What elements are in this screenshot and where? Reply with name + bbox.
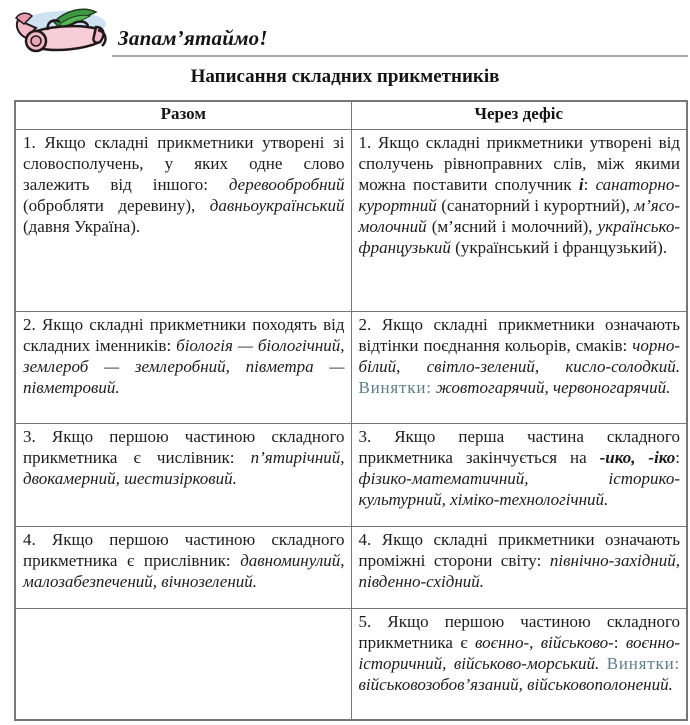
page-title: Написання складних прикметників xyxy=(190,66,500,87)
text-segment: деревообробний xyxy=(228,175,345,194)
column-header-together: Разом xyxy=(15,101,351,130)
rule-cell-hyphen-2 xyxy=(351,312,687,424)
memo-heading: Запам’ятаймо! xyxy=(118,26,268,50)
rule-cell-hyphen-4 xyxy=(351,527,687,609)
text-segment: українсько-французький xyxy=(358,217,680,257)
text-segment: воєнно-, військово- xyxy=(475,633,614,652)
text-segment: 3. Якщо першою частиною складного прикметника є числівник: xyxy=(23,427,345,467)
rule-cell-together-3 xyxy=(15,424,351,527)
text-segment: північно-західний, південно-східний. xyxy=(358,551,680,591)
text-segment: (давня Україна). xyxy=(23,217,141,236)
text-segment: давньоукраїнський xyxy=(209,196,345,215)
text-segment: 2. Якщо складні прикметники означають відтінки поєднання кольорів, смаків: xyxy=(358,315,680,355)
text-segment: -ико, -іко xyxy=(599,448,676,467)
text-segment: (санаторний і курортний), xyxy=(436,196,635,215)
text-segment: 4. Якщо складні прикметники означають проміжні сторони світу: xyxy=(358,530,680,570)
text-segment: (обробляти деревину), xyxy=(23,196,210,215)
table-row xyxy=(15,609,687,721)
text-segment: військовозобов’язаний, військовополонений. xyxy=(358,675,673,694)
text-segment: санаторно-курортний xyxy=(358,175,680,215)
text-segment: і xyxy=(578,175,584,194)
text-segment: фізико-математичний, історико-культурний, хіміко-технологічний. xyxy=(358,469,680,509)
table-row xyxy=(15,527,687,609)
text-segment: 3. Якщо перша частина складного прикметника закінчується на xyxy=(358,427,680,467)
text-segment: 1. Якщо складні прикметники утворені зі словосполучень, у яких одне слово залежить від іншого: xyxy=(23,133,345,194)
rule-cell-together-4 xyxy=(15,527,351,609)
text-segment: біологія — біологічний, землероб — землеробний, півметра — півметровий. xyxy=(23,336,345,397)
rule-cell-hyphen-5 xyxy=(351,609,687,721)
scroll-with-flowers-icon xyxy=(10,2,112,64)
rule-cell-together-1 xyxy=(15,130,351,312)
table-row xyxy=(15,424,687,527)
text-segment: 1. Якщо складні прикметники утворені від сполучень рівноправних слів, між якими можна поставити сполучник xyxy=(358,133,680,194)
text-segment: чорно-білий, світло-зелений, кисло-солодкий. xyxy=(358,336,680,376)
text-segment: 4. Якщо першою частиною складного прикметника є прислівник: xyxy=(23,530,345,570)
table-row xyxy=(15,312,687,424)
text-segment: (м’ясний і молочний), xyxy=(426,217,598,236)
text-segment: воєнно-історичний, військово-морський. xyxy=(358,633,680,673)
text-segment: : xyxy=(613,633,626,652)
text-segment: п’ятирічний, двокамерний, шестизірковий. xyxy=(23,448,345,488)
text-segment xyxy=(599,654,607,673)
text-segment: : xyxy=(583,175,596,194)
text-segment: : xyxy=(675,448,681,467)
text-segment: 2. Якщо складні прикметники походять від складних іменників: xyxy=(23,315,345,355)
text-segment: (український і французький). xyxy=(450,238,668,257)
rule-cell-hyphen-1 xyxy=(351,130,687,312)
text-segment: давноминулий, малозабезпечений, вічнозелений. xyxy=(23,551,345,591)
compound-adjectives-table xyxy=(14,100,688,721)
column-header-hyphen: Через дефіс xyxy=(351,101,687,130)
text-segment: м’ясо-молочний xyxy=(358,196,680,236)
rule-cell-together-2 xyxy=(15,312,351,424)
table-header-row xyxy=(15,101,687,130)
rule-cell-hyphen-3 xyxy=(351,424,687,527)
text-segment: Винятки: xyxy=(606,654,680,673)
text-segment: 5. Якщо першою частиною складного прикметника є xyxy=(358,612,680,652)
text-segment: жовтогарячий, червоногарячий. xyxy=(431,378,671,397)
text-segment: Винятки: xyxy=(358,378,432,397)
rule-cell-together-5-empty xyxy=(15,609,351,721)
memo-underline-rule xyxy=(112,55,688,57)
table-row xyxy=(15,130,687,312)
